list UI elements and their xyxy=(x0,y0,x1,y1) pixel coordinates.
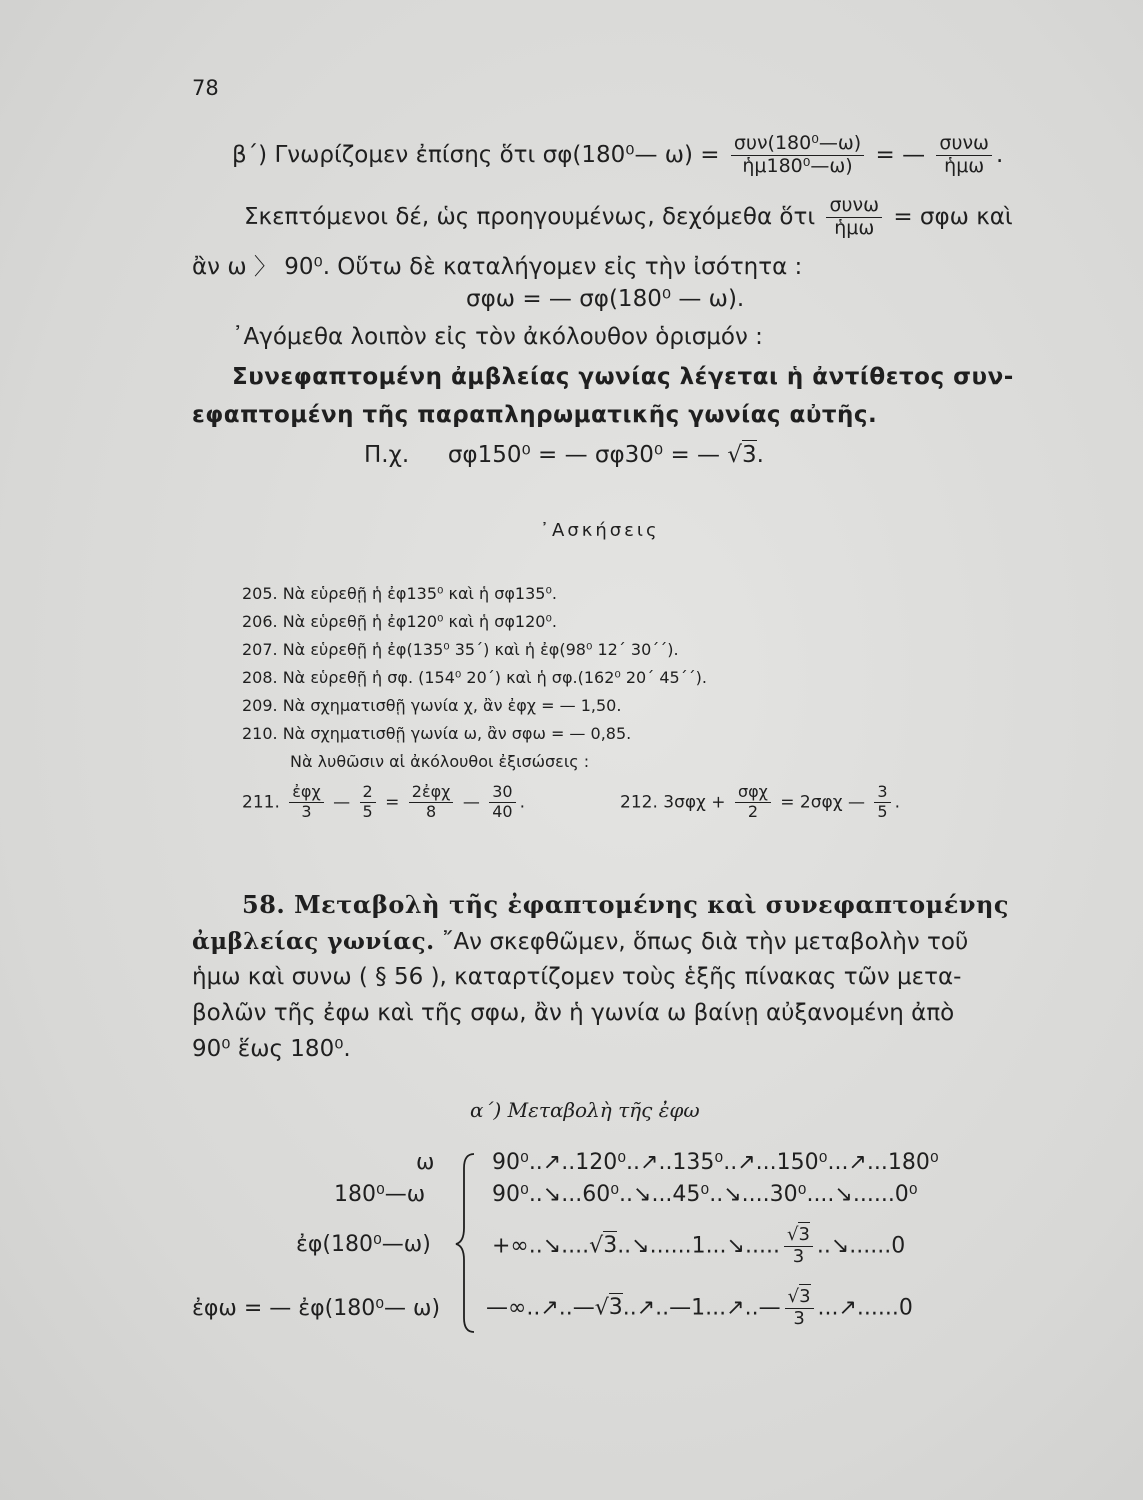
eq211-frac-2 xyxy=(360,784,376,821)
line2-frac-num: συνω xyxy=(826,196,882,218)
beta-frac2-num: συνω xyxy=(936,134,992,156)
eq211-f3-den: 8 xyxy=(426,801,437,821)
row4-part-b: ..↗..—1...↗..— xyxy=(622,1295,781,1321)
beta-frac1-den: ἡμ180⁰—ω) xyxy=(742,154,853,177)
example-text: σφ150⁰ = — σφ30⁰ = — xyxy=(447,442,721,468)
sqrt-symbol: √ xyxy=(727,442,743,468)
section-58-text-2: ῎Αν σκεφθῶμεν, ὅπως διὰ τὴν μεταβολὴν τοῦ xyxy=(441,929,969,955)
eq212-f1-den: 2 xyxy=(747,801,758,821)
eq212-f2-num: 3 xyxy=(874,784,890,803)
beta-frac2-den: ἡμω xyxy=(944,154,985,177)
eq212-end: . xyxy=(894,792,900,813)
eq212-f1-num: σφχ xyxy=(735,784,771,803)
eq211-op3: — xyxy=(462,792,480,813)
row3-part-a: +∞..↘.... xyxy=(492,1233,590,1259)
table-label-tan-omega: ἐφω = — ἐφ(180⁰— ω) xyxy=(192,1296,441,1321)
line2-after: = σφω καὶ xyxy=(893,203,1013,230)
eq211-f2-den: 5 xyxy=(362,801,373,821)
line2-fraction xyxy=(826,196,882,239)
row3-frac-num: √3 xyxy=(784,1226,813,1247)
table-label-tan-supplement: ἐφ(180⁰—ω) xyxy=(296,1232,431,1257)
exercise-208: 208. Νὰ εὑρεθῇ ἡ σφ. (154⁰ 20΄) καὶ ἡ σφ.(162⁰ 20΄ 45΄΄). xyxy=(242,668,707,687)
definition-line-2: εφαπτομένη τῆς παραπληρωματικῆς γωνίας αὐτῆς. xyxy=(192,402,878,428)
line2-before: Σκεπτόμενοι δέ, ὡς προηγουμένως, δεχόμεθα ὅτι xyxy=(244,203,816,230)
section-58-line-3: ἡμω καὶ συνω ( § 56 ), καταρτίζομεν τοὺς ἑξῆς πίνακας τῶν μετα- xyxy=(192,964,962,990)
eq211-number: 211. xyxy=(242,792,280,813)
exercise-205: 205. Νὰ εὑρεθῇ ἡ ἐφ135⁰ καὶ ἡ σφ135⁰. xyxy=(242,584,557,603)
row3-frac-num-value: 3 xyxy=(798,1224,810,1245)
table-brace xyxy=(452,1150,482,1335)
table-label-omega: ω xyxy=(416,1150,435,1175)
example-line xyxy=(364,442,764,468)
row3-part-b: ..↘......1...↘..... xyxy=(617,1233,780,1259)
beta-frac1-num: συν(180⁰—ω) xyxy=(731,134,864,156)
table-row-tan-omega xyxy=(486,1288,913,1329)
definition-line-1: Συνεφαπτομένη ἀμβλείας γωνίας λέγεται ἡ ἀντίθετος συν- xyxy=(232,364,1014,390)
row4-fraction xyxy=(785,1288,814,1329)
eq211-op1: — xyxy=(333,792,351,813)
section-58-line-2 xyxy=(192,928,968,955)
solve-line: Νὰ λυθῶσιν αἱ ἀκόλουθοι ἐξισώσεις : xyxy=(290,752,590,771)
eq211-f3-num: 2ἐφχ xyxy=(409,784,454,803)
table-label-supplement: 180⁰—ω xyxy=(334,1182,426,1207)
exercises-heading: ᾿Ασκήσεις xyxy=(540,520,660,541)
eq211-f1-num: ἐφχ xyxy=(289,784,323,803)
line2-frac-den: ἡμω xyxy=(834,216,875,239)
beta-intro: β΄) Γνωρίζομεν ἐπίσης ὅτι σφ(180⁰— ω) = xyxy=(232,141,720,168)
subsection-heading: α΄) Μεταβολὴ τῆς ἐφω xyxy=(470,1098,700,1122)
eq211-frac-1 xyxy=(289,784,323,821)
table-row-omega: 90⁰..↗..120⁰..↗..135⁰..↗...150⁰...↗...180⁰ xyxy=(492,1150,939,1175)
example-sqrt-value: 3 xyxy=(742,442,757,468)
eq211-f4-den: 40 xyxy=(492,801,513,821)
eq212-number: 212. 3σφχ + xyxy=(620,792,726,813)
line-2 xyxy=(244,196,1013,239)
equation-211 xyxy=(242,784,525,821)
beta-mid: = — xyxy=(875,141,926,168)
eq212-frac-1 xyxy=(735,784,771,821)
eq211-f4-num: 30 xyxy=(489,784,515,803)
row3-part-c: ..↘......0 xyxy=(816,1233,906,1259)
section-58-title: 58. Μεταβολὴ τῆς ἐφαπτομένης καὶ συνεφαπτομένης xyxy=(242,890,1010,919)
section-58-line-4: βολῶν τῆς ἐφω καὶ τῆς σφω, ἂν ἡ γωνία ω βαίνῃ αὐξανομένη ἀπὸ xyxy=(192,1000,955,1026)
exercise-207: 207. Νὰ εὑρεθῇ ἡ ἐφ(135⁰ 35΄) καὶ ἡ ἐφ(98⁰ 12΄ 30΄΄). xyxy=(242,640,679,659)
beta-line xyxy=(232,134,1003,177)
table-row-supplement: 90⁰..↘...60⁰..↘...45⁰..↘....30⁰....↘......0⁰ xyxy=(492,1182,918,1207)
eq212-mid: = 2σφχ — xyxy=(780,792,865,813)
eq212-f2-den: 5 xyxy=(877,801,888,821)
row4-part-a: —∞..↗..— xyxy=(486,1295,595,1321)
exercise-209: 209. Νὰ σχηματισθῇ γωνία χ, ἂν ἐφχ = — 1,50. xyxy=(242,696,622,715)
row4-part-c: ...↗......0 xyxy=(817,1295,913,1321)
line-3: ἂν ω 〉 90⁰. Οὕτω δὲ καταλήγομεν εἰς τὴν ἰσότητα : xyxy=(192,254,803,280)
row4-frac-num-value: 3 xyxy=(799,1286,811,1307)
beta-fraction-1 xyxy=(731,134,864,177)
table-row-tan-supplement xyxy=(492,1226,905,1267)
row4-frac-den: 3 xyxy=(793,1307,805,1329)
eq211-frac-3 xyxy=(409,784,454,821)
equation-212 xyxy=(620,784,900,821)
eq211-f1-den: 3 xyxy=(301,801,312,821)
row3-fraction xyxy=(784,1226,813,1267)
sqrt-symbol: √ xyxy=(594,1295,609,1321)
example-prefix: Π.χ. xyxy=(364,442,410,468)
eq211-end: . xyxy=(519,792,525,813)
row3-sqrt: 3 xyxy=(603,1233,618,1259)
line-4: σφω = — σφ(180⁰ — ω). xyxy=(466,286,745,312)
eq211-op2: = xyxy=(385,792,400,813)
row3-frac-den: 3 xyxy=(792,1245,805,1267)
line-5: ᾿Αγόμεθα λοιπὸν εἰς τὸν ἀκόλουθον ὁρισμόν : xyxy=(232,324,763,350)
eq212-frac-2 xyxy=(874,784,890,821)
section-58-line-5: 90⁰ ἕως 180⁰. xyxy=(192,1036,351,1062)
example-end: . xyxy=(756,442,764,468)
row4-frac-num: √3 xyxy=(785,1288,814,1309)
beta-fraction-2 xyxy=(936,134,992,177)
eq211-f2-num: 2 xyxy=(360,784,376,803)
section-58-title-cont: ἀμβλείας γωνίας. xyxy=(192,928,435,955)
page-number: 78 xyxy=(192,76,219,100)
beta-end: . xyxy=(995,141,1004,168)
sqrt-symbol: √ xyxy=(589,1233,604,1259)
eq211-frac-4 xyxy=(489,784,515,821)
row4-sqrt: 3 xyxy=(608,1295,623,1321)
exercise-206: 206. Νὰ εὑρεθῇ ἡ ἐφ120⁰ καὶ ἡ σφ120⁰. xyxy=(242,612,557,631)
exercise-210: 210. Νὰ σχηματισθῇ γωνία ω, ἂν σφω = — 0,85. xyxy=(242,724,632,743)
